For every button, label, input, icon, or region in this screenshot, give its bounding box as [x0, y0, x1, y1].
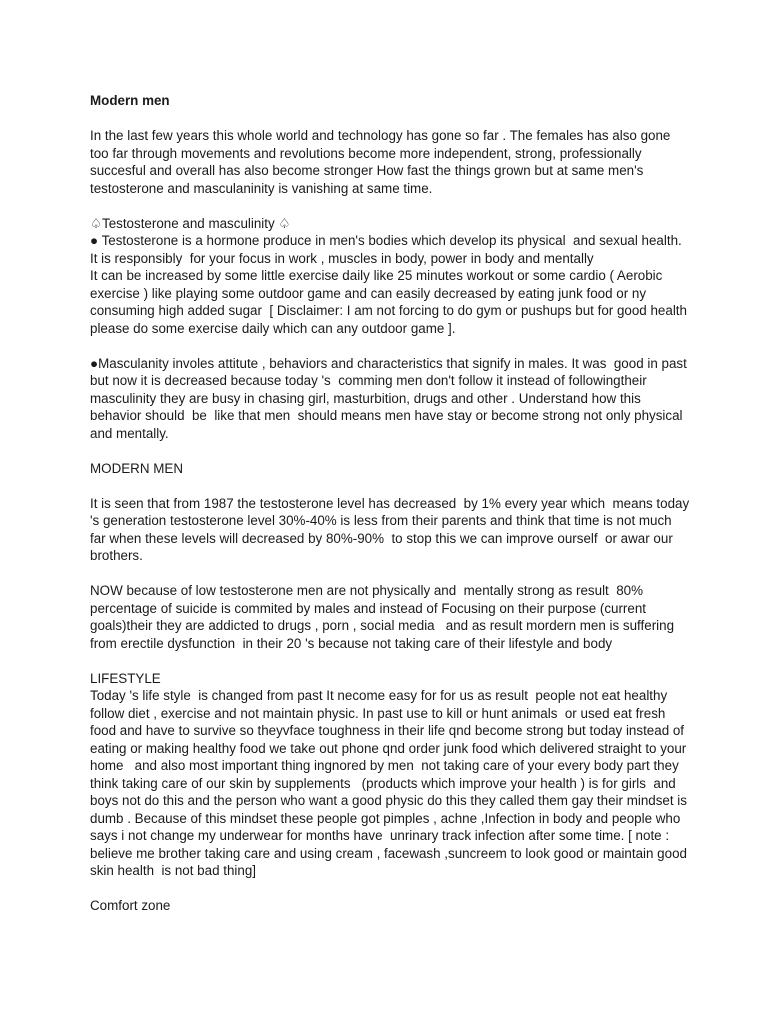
section-heading-lifestyle: LIFESTYLE	[90, 670, 161, 686]
testosterone-paragraph: ● Testosterone is a hormone produce in men's bodies which develop its physical and sexual health. It is responsibly for your focus in work , muscles in body, power in body and mentally It can be increased by some little exercise daily like 25 minutes workout or some cardio ( Aerobic exercise ) like playing some outdoor game and can easily decreased by eating junk food or ny consuming high added sugar [ Disclaimer: I am not forcing to do gym or pushups but for good health please do some exercise daily which can any outdoor game ].	[90, 233, 687, 336]
document-page	[90, 92, 695, 932]
testosterone-level-paragraph: It is seen that from 1987 the testosterone level has decreased by 1% every year which means today 's generation testosterone level 30%-40% is less from their parents and think that time is not much far when these levels will decreased by 80%-90% to stop this we can improve ourself or awar our brothers.	[90, 495, 693, 563]
intro-paragraph: In the last few years this whole world and technology has gone so far . The females has also gone too far through movements and revolutions become more independent, strong, professionally succesful and overall has also become stronger How fast the things grown but at same men's testosterone and masculaninity is vanishing at same time.	[90, 128, 675, 196]
lifestyle-paragraph: Today 's life style is changed from past It necome easy for for us as result people not eat healthy follow diet , exercise and not maintain physic. In past use to kill or hunt animals or used eat fresh food and have to survive so theyvface toughness in their life qnd become strong but today instead of eating or making healthy food we take out phone qnd order junk food which delivered straight to your home and also most important thing ingnored by men not taking care of your every body part they think taking care of our skin by supplements (products which improve your health ) is for girls and boys not do this and the person who want a good physic do this they called them gay their mindset is dumb . Because of this mindset these people got pimples , achne ,Infection in body and people who says i not change my underwear for months have unrinary track infection after some time. [ note : believe me brother taking care and using cream , facewash ,suncreem to look good or maintain good skin health is not bad thing]	[90, 688, 695, 878]
section-heading-testosterone: ♤Testosterone and masculinity ♤	[90, 215, 291, 231]
section-heading-modern-men: MODERN MEN	[90, 460, 183, 476]
section-heading-comfort-zone: Comfort zone	[90, 898, 171, 913]
testosterone-section	[90, 215, 690, 338]
lifestyle-section	[90, 670, 695, 880]
document-title: Modern men	[90, 93, 170, 108]
masculinity-paragraph: ●Masculanity involes attitute , behaviors and characteristics that signify in males. It was good in past but now it is decreased because today 's comming men don't follow it instead of followingtheir masculinity they are busy in chasing girl, masturbition, drugs and other . Understand how this behavior should be like that men should means men have stay or become strong not only physical and mentally.	[90, 355, 691, 441]
low-testosterone-paragraph: NOW because of low testosterone men are not physically and mentally strong as result 80% percentage of suicide is commited by males and instead of Focusing on their purpose (current goals)their they are addicted to drugs , porn , social media and as result mordern men is suffering from erectile dysfunction in their 20 's because not taking care of their lifestyle and body	[90, 583, 682, 651]
